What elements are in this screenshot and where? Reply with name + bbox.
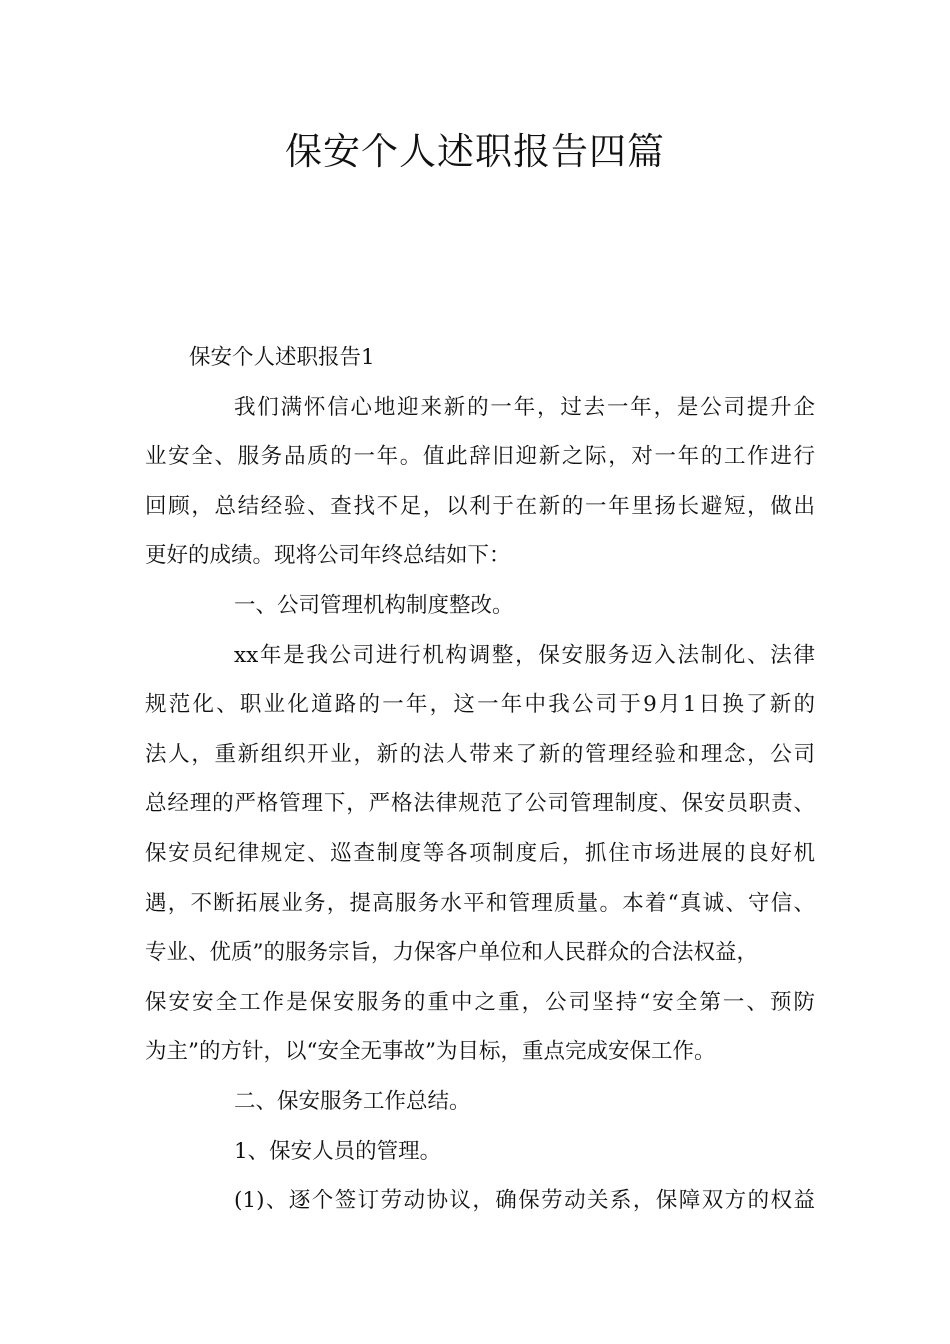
paragraph-line: 我们满怀信心地迎来新的一年，过去一年，是公司提升企 — [234, 394, 815, 420]
paragraph-line: 保安员纪律规定、巡查制度等各项制度后，抓住市场进展的良好机 — [145, 840, 815, 866]
paragraph-line: 专业、优质”的服务宗旨，力保客户单位和人民群众的合法权益， — [145, 940, 758, 966]
paragraph-line: 保安安全工作是保安服务的重中之重，公司坚持“安全第一、预防 — [145, 989, 815, 1015]
paragraph-line: xx年是我公司进行机构调整，保安服务迈入法制化、法律 — [234, 642, 815, 668]
paragraph-line: 总经理的严格管理下，严格法律规范了公司管理制度、保安员职责、 — [145, 791, 815, 817]
section-heading: 保安个人述职报告1 — [189, 345, 375, 370]
paragraph-line: 规范化、职业化道路的一年，这一年中我公司于9月1日换了新的 — [145, 692, 815, 718]
paragraph-line: 一、公司管理机构制度整改。 — [234, 592, 514, 618]
document-body — [145, 333, 815, 1226]
paragraph — [145, 1077, 815, 1127]
paragraph — [145, 581, 815, 631]
paragraph — [145, 1127, 815, 1177]
paragraph-line: 1、保安人员的管理。 — [234, 1138, 442, 1164]
paragraph-line: 回顾，总结经验、查找不足，以利于在新的一年里扬长避短，做出 — [145, 493, 815, 519]
paragraph-line: (1)、逐个签订劳动协议，确保劳动关系，保障双方的权益 — [234, 1188, 815, 1214]
paragraph — [145, 383, 815, 581]
paragraph-line: 业安全、服务品质的一年。值此辞旧迎新之际，对一年的工作进行 — [145, 444, 815, 470]
paragraph — [145, 1176, 815, 1226]
paragraph-line: 法人，重新组织开业，新的法人带来了新的管理经验和理念，公司 — [145, 741, 815, 767]
paragraph-line: 遇，不断拓展业务，提高服务水平和管理质量。本着“真诚、守信、 — [145, 890, 815, 916]
document-title: 保安个人述职报告四篇 — [285, 130, 665, 173]
paragraph-line: 二、保安服务工作总结。 — [234, 1088, 471, 1114]
paragraph-line: 更好的成绩。现将公司年终总结如下： — [145, 543, 511, 569]
paragraph — [145, 631, 815, 1077]
paragraph-line: 为主”的方针，以“安全无事故”为目标，重点完成安保工作。 — [145, 1039, 716, 1065]
